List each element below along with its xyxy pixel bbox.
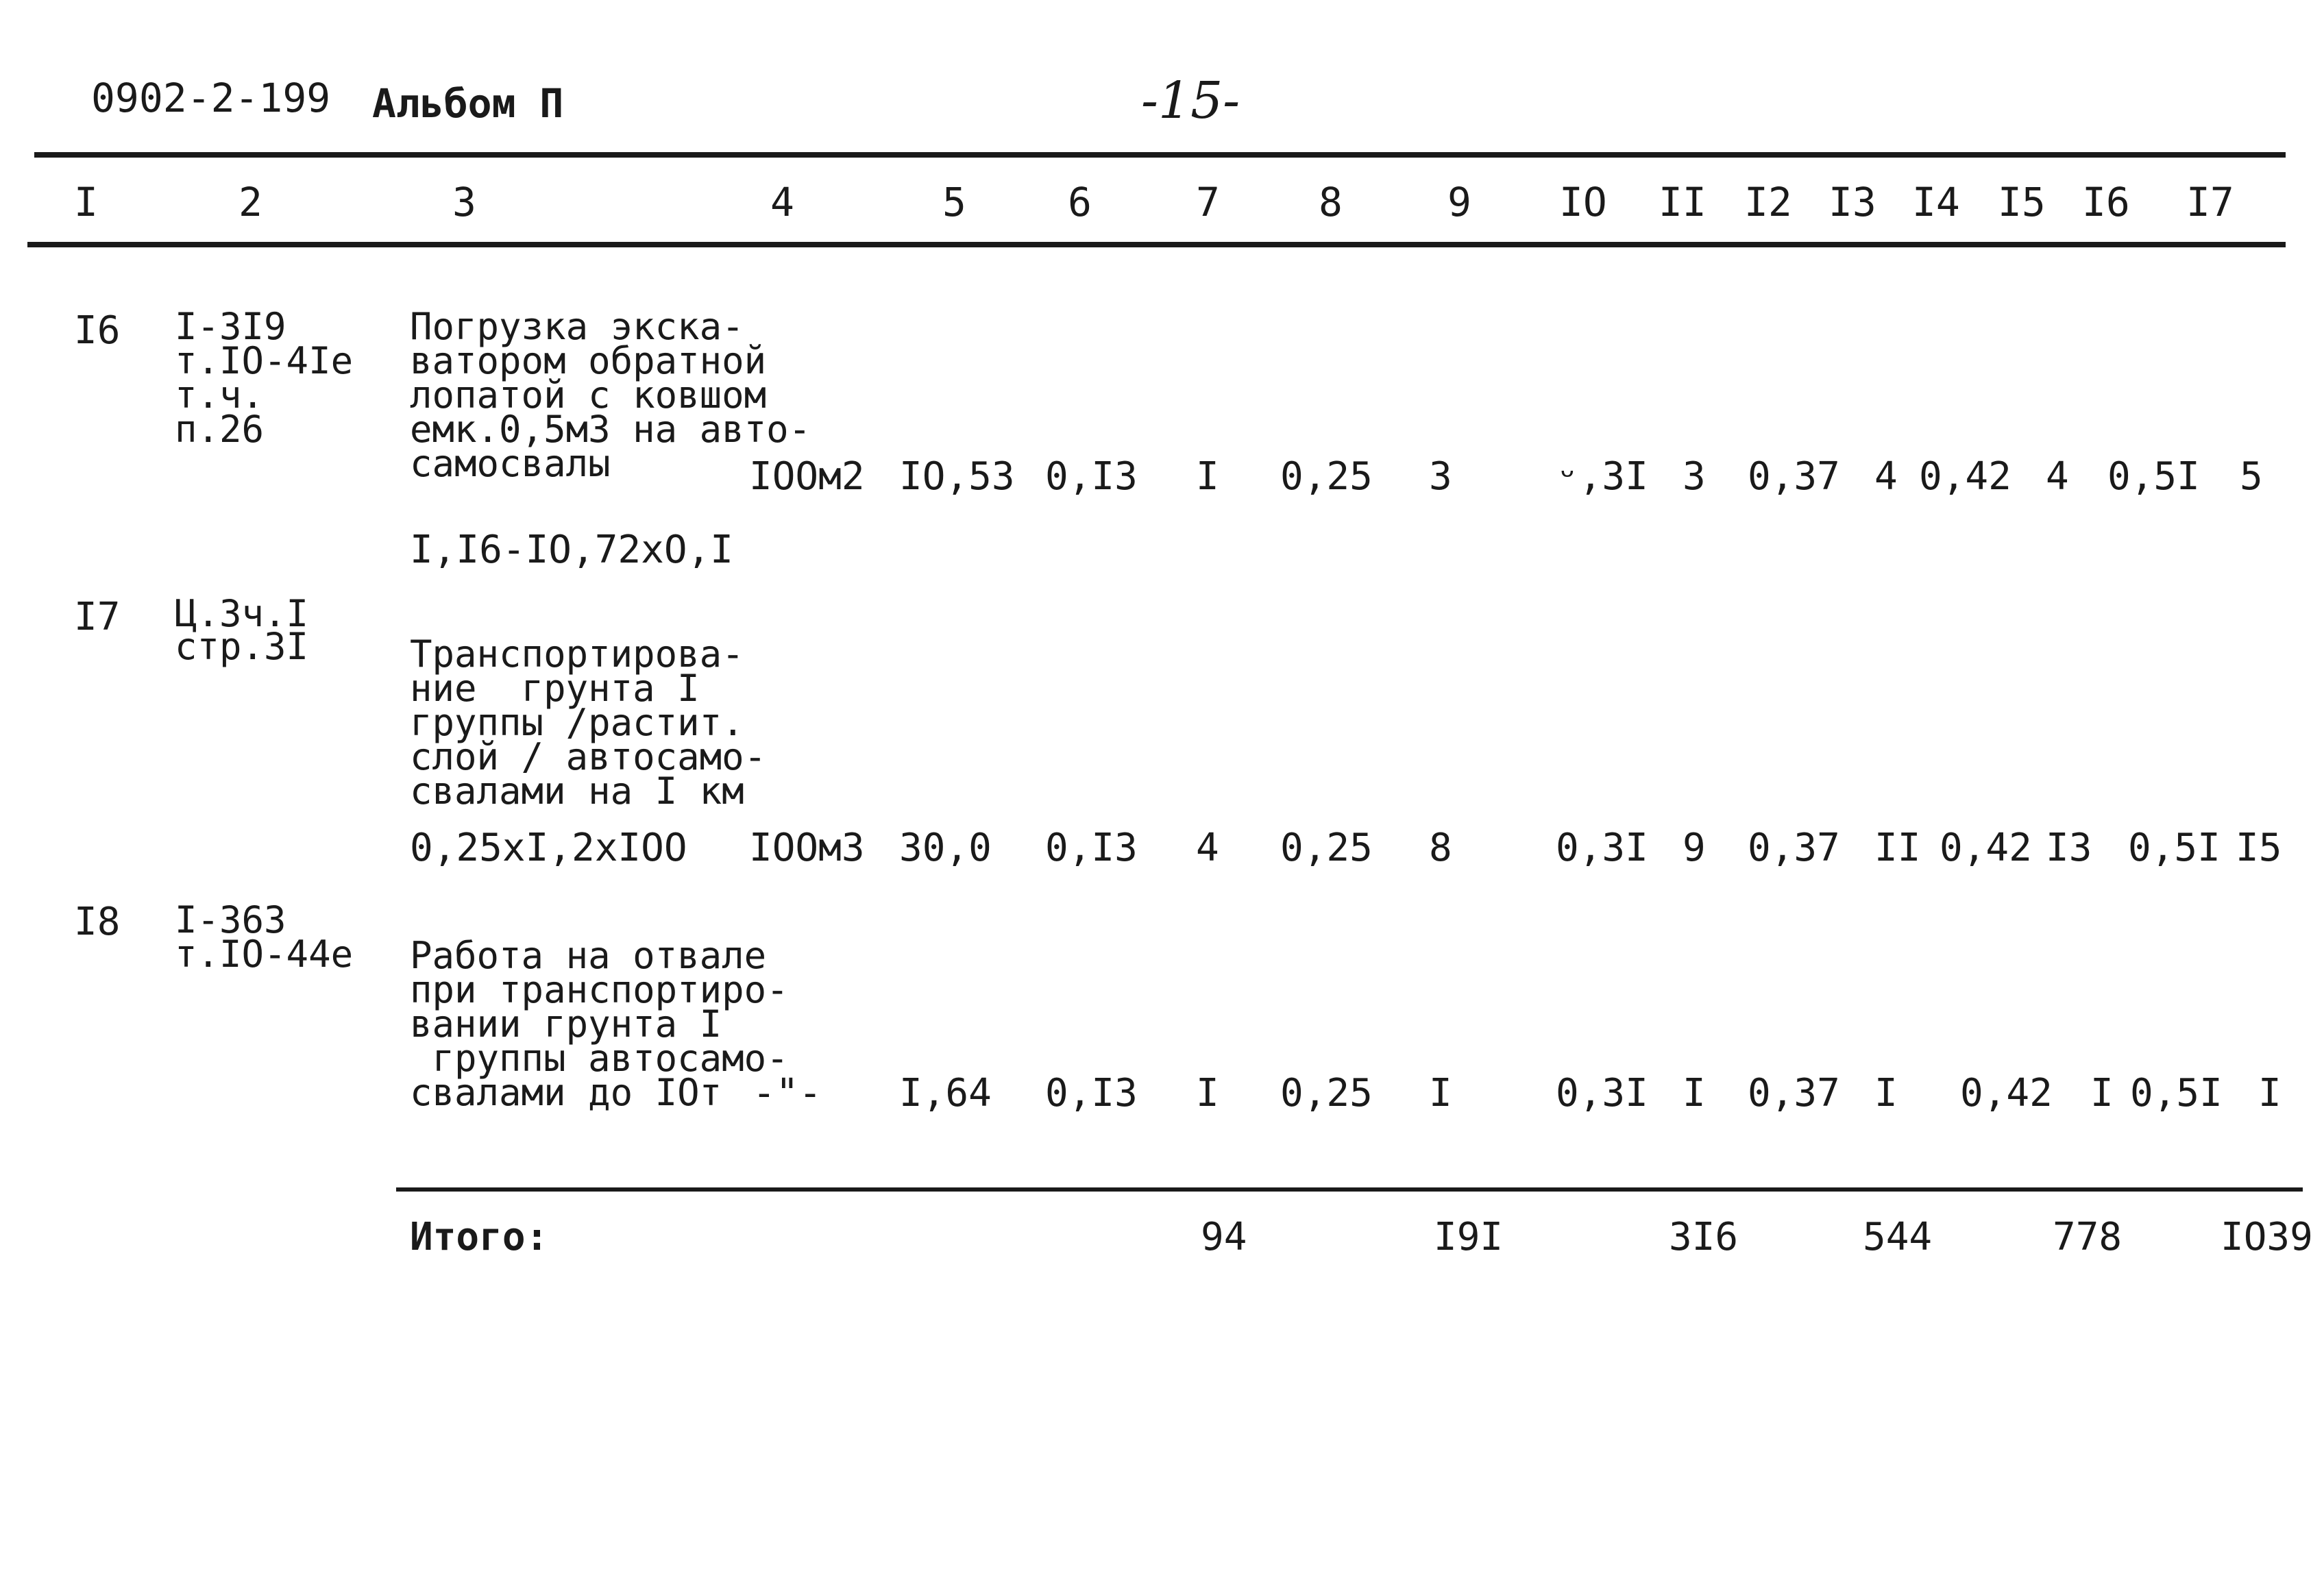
cell-col13: II: [1874, 826, 1921, 870]
row-formula: I,I6-IO,72хО,I: [410, 528, 734, 572]
album-label: Альбом П: [372, 80, 564, 127]
column-header: 4: [770, 179, 794, 225]
cell-col15: I3: [2046, 826, 2092, 870]
cell-col16: 0,5I: [2107, 454, 2200, 499]
cell-col9: 3: [1429, 454, 1452, 499]
column-header: IO: [1559, 179, 1607, 225]
total-col13: 544: [1863, 1215, 1933, 1259]
cell-col13: 4: [1874, 454, 1898, 499]
cell-col17: I: [2258, 1071, 2282, 1115]
cell-col12: 0,37: [1748, 1071, 1840, 1115]
column-header: 2: [238, 179, 262, 225]
cell-col13: I: [1874, 1071, 1898, 1115]
column-header: I2: [1744, 179, 1792, 225]
cell-col15: 4: [2046, 454, 2069, 499]
column-header: 9: [1447, 179, 1471, 225]
cell-col14: 0,42: [1960, 1071, 2053, 1115]
column-header: 3: [452, 179, 476, 225]
cell-col6: 0,I3: [1045, 454, 1138, 499]
row-number: I6: [74, 308, 121, 353]
total-col9: I9I: [1434, 1215, 1504, 1259]
column-header: I3: [1828, 179, 1876, 225]
cell-col8: 0,25: [1280, 454, 1373, 499]
cell-col9: I: [1429, 1071, 1452, 1115]
total-col7: 94: [1201, 1215, 1247, 1259]
row-reference: I-3I9 т.IO-4Iе т.ч. п.26: [175, 305, 354, 451]
cell-col9: 8: [1429, 826, 1452, 870]
row-reference: Ц.3ч.I стр.3I: [175, 592, 309, 668]
row-quantity: IO,53: [899, 454, 1015, 499]
row-formula: 0,25хI,2хIOO: [410, 826, 687, 870]
row-quantity: 30,0: [899, 826, 992, 870]
cell-col8: 0,25: [1280, 1071, 1373, 1115]
row-description: Транспортирова- ние грунта I группы /растит. слой / автосамо- свалами на I км: [410, 632, 767, 813]
row-number: I8: [74, 900, 121, 944]
column-header: I4: [1912, 179, 1960, 225]
total-col17: IO39: [2221, 1215, 2313, 1259]
cell-col7: I: [1196, 1071, 1219, 1115]
page-number: -15-: [1141, 71, 1240, 130]
totals-label: Итого:: [410, 1215, 549, 1259]
document-code: 0902-2-199: [91, 75, 331, 121]
cell-col17: I5: [2236, 826, 2282, 870]
cell-col12: 0,37: [1748, 454, 1840, 499]
cell-col16: 0,5I: [2130, 1071, 2223, 1115]
header-bottom-rule: [27, 242, 2286, 247]
row-unit: -"-: [753, 1071, 822, 1115]
header-top-rule: [34, 152, 2286, 158]
column-header: 7: [1196, 179, 1220, 225]
cell-col6: 0,I3: [1045, 826, 1138, 870]
cell-col14: 0,42: [1919, 454, 2011, 499]
totals-rule: [396, 1187, 2303, 1192]
cell-col6: 0,I3: [1045, 1071, 1138, 1115]
column-header: I6: [2082, 179, 2130, 225]
cell-col7: 4: [1196, 826, 1219, 870]
cell-col8: 0,25: [1280, 826, 1373, 870]
cell-col10: ᵕ,3I: [1556, 454, 1648, 499]
row-number: I7: [74, 595, 121, 639]
total-col11: 3I6: [1669, 1215, 1739, 1259]
total-col15: 778: [2053, 1215, 2123, 1259]
row-unit: IOOм3: [749, 826, 865, 870]
row-unit: IOOм2: [749, 454, 865, 499]
cell-col12: 0,37: [1748, 826, 1840, 870]
cell-col7: I: [1196, 454, 1219, 499]
column-header: I7: [2186, 179, 2234, 225]
cell-col10: 0,3I: [1556, 1071, 1648, 1115]
cell-col11: 9: [1683, 826, 1706, 870]
cell-col16: 0,5I: [2128, 826, 2221, 870]
cell-col14: 0,42: [1940, 826, 2032, 870]
row-description: Погрузка экска- ватором обратной лопатой с ковшом емк.0,5м3 на авто- самосвалы: [410, 305, 811, 485]
column-header: 8: [1319, 179, 1343, 225]
column-header: 6: [1068, 179, 1092, 225]
cell-col11: 3: [1683, 454, 1706, 499]
row-description: Работа на отвале при транспортиро- вании грунта I группы автосамо- свалами до IOт: [410, 934, 789, 1114]
cell-col10: 0,3I: [1556, 826, 1648, 870]
cell-col17: 5: [2240, 454, 2263, 499]
row-quantity: I,64: [899, 1071, 992, 1115]
column-header: 5: [942, 179, 966, 225]
row-reference: I-363 т.IO-44е: [175, 898, 354, 976]
cell-col11: I: [1683, 1071, 1706, 1115]
column-header: I: [74, 179, 98, 225]
cell-col15: I: [2090, 1071, 2114, 1115]
column-header: II: [1659, 179, 1707, 225]
column-header: I5: [1998, 179, 2046, 225]
